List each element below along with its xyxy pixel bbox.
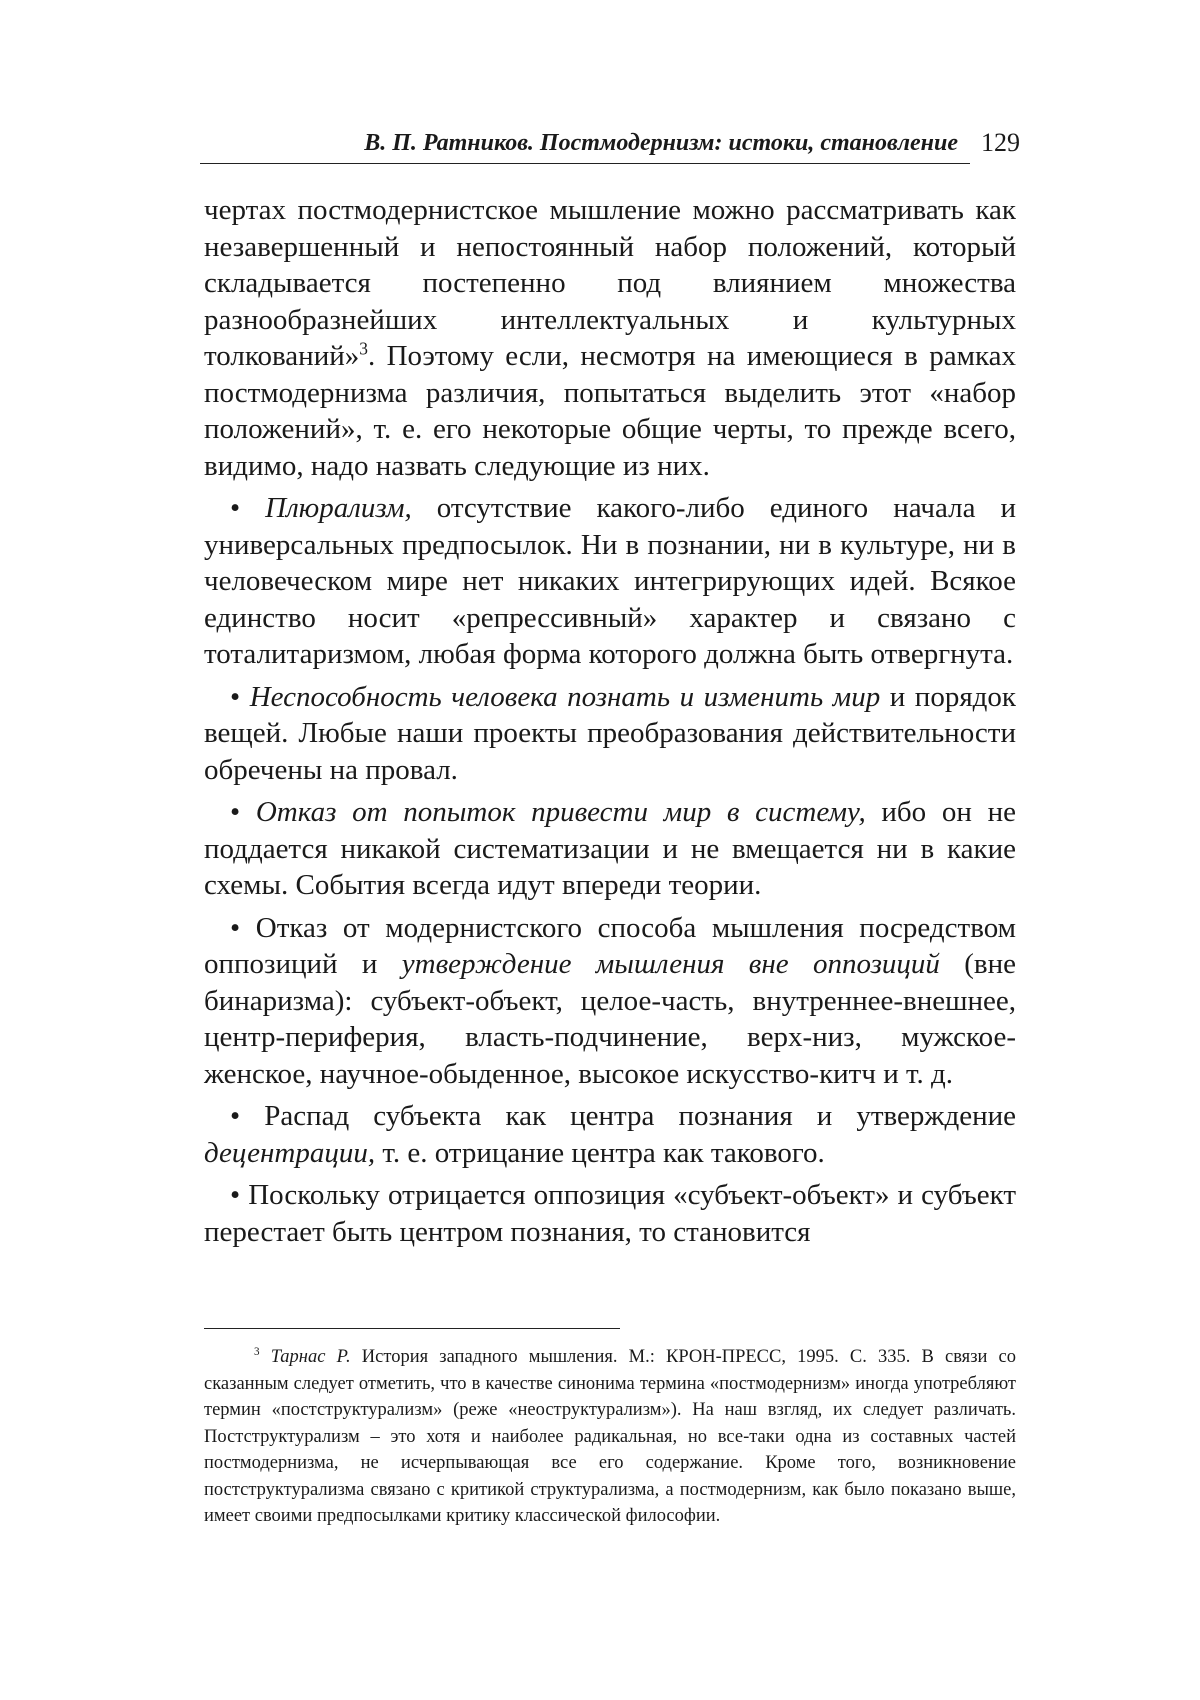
footnote-number: 3	[254, 1345, 260, 1358]
bullet: •	[230, 680, 241, 713]
header-rule	[200, 163, 970, 164]
bullet: •	[230, 796, 241, 828]
bullet: •	[230, 492, 241, 524]
main-text	[204, 192, 1016, 1256]
emphasis: Отказ от попыток привести мир в систему,	[255, 796, 866, 828]
footnote	[204, 1344, 1016, 1530]
footnote-text: История западного мышления. М.: КРОН-ПРЕСС, 1995. С. 335. В связи со сказанным следует отметить, что в качестве синонима термина «постмодернизм» иногда употребляют термин «постструктурализм» (реже «неоструктурализм»). На наш взгляд, их следует различать. Постструктурализм – это хотя и наиболее радикальная, но все-таки одна из составных частей постмодернизма, не исчерпывающая все его содержание. Кроме того, возникновение постструктурализма связано с критикой структурализма, а постмодернизм, как было показано выше, имеет своими предпосылками критику классической философии.	[204, 1347, 1017, 1526]
footnote-ref[interactable]: 3	[359, 338, 368, 359]
emphasis: утверждение мышления вне оппозиций	[401, 948, 940, 980]
bullet: •	[230, 1100, 241, 1132]
bullet: •	[230, 1179, 241, 1211]
running-title: В. П. Ратников. Постмодернизм: истоки, становление	[364, 130, 958, 156]
page-number: 129	[981, 128, 1020, 157]
list-item: • Распад субъекта как центра познания и утверждение децентрации, т. е. отрицание центра как такового.	[204, 1100, 1016, 1169]
emphasis: Неспособность человека познать и изменить мир	[249, 680, 881, 713]
emphasis: Плюрализм,	[265, 492, 412, 524]
list-item: • Плюрализм, отсутствие какого-либо единого начала и универсальных предпосылок. Ни в познании, ни в культуре, ни в человеческом мире нет никаких интегрирующих идей. Всякое единство носит «репрессивный» характер и связано с тоталитаризмом, любая форма которого должна быть отвергнута.	[204, 492, 1017, 670]
footnote-author: Тарнас Р.	[270, 1347, 351, 1367]
footnote-rule	[204, 1328, 620, 1329]
list-item: • Неспособность человека познать и изменить мир и порядок вещей. Любые наши проекты преобразования действительности обречены на провал.	[204, 680, 1016, 786]
list-item: • Отказ от модернистского способа мышления посредством оппозиций и утверждение мышления вне оппозиций (вне бинаризма): субъект-объект, целое-часть, внутреннее-внешнее, центр-периферия, власть-подчинение, верх-низ, мужское-женское, научное-обыденное, высокое искусство-китч и т. д.	[204, 911, 1017, 1090]
list-item: • Отказ от попыток привести мир в систему, ибо он не поддается никакой систематизации и не вмещается ни в какие схемы. События всегда идут впереди теории.	[204, 796, 1016, 901]
paragraph: чертах постмодернистское мышление можно рассматривать как незавершенный и непостоянный набор положений, который складывается постепенно под влиянием множества разнообразнейших интеллектуальных и культурных толкований»$^3$. Поэтому если, несмотря на имеющиеся в рамках постмодернизма различия, попытаться выделить этот «набор положений», т. е. его некоторые общие черты, то прежде всего, видимо, надо назвать следующие из них.	[204, 194, 1016, 482]
list-item: • Поскольку отрицается оппозиция «субъект-объект» и субъект перестает быть центром познания, то становится	[204, 1179, 1017, 1248]
page-header	[200, 128, 1020, 168]
bullet: •	[230, 911, 241, 944]
emphasis: децентрации,	[204, 1136, 376, 1169]
